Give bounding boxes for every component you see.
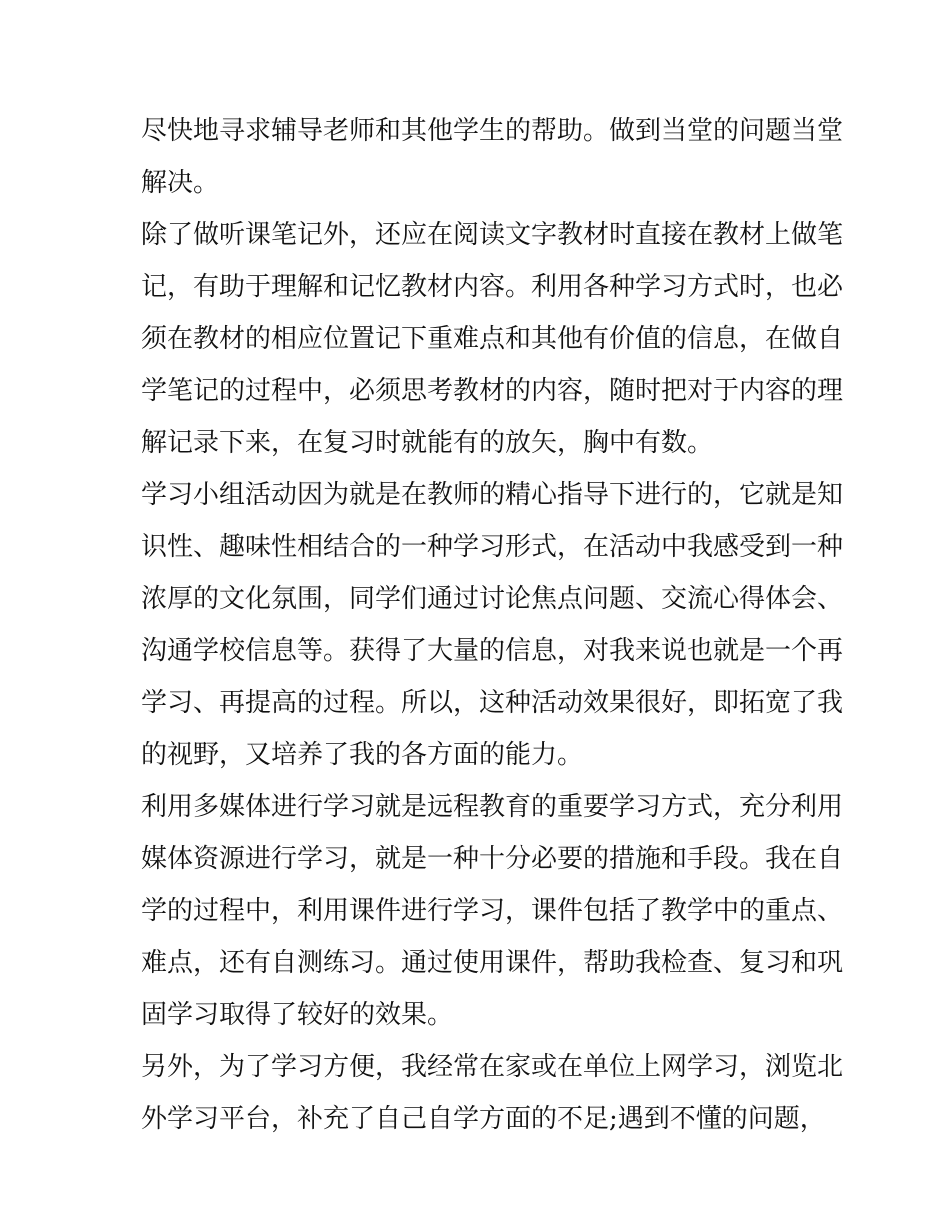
text-line: 外学习平台，补充了自己自学方面的不足;遇到不懂的问题， <box>141 1104 826 1134</box>
text-line: 利用多媒体进行学习就是远程教育的重要学习方式，充分利用 <box>141 792 844 822</box>
text-line: 学的过程中，利用课件进行学习，课件包括了教学中的重点、 <box>141 896 844 926</box>
text-line: 媒体资源进行学习，就是一种十分必要的措施和手段。我在自 <box>141 844 844 874</box>
text-line: 沟通学校信息等。获得了大量的信息，对我来说也就是一个再 <box>141 636 844 666</box>
text-line: 识性、趣味性相结合的一种学习形式，在活动中我感受到一种 <box>141 532 844 562</box>
body-text <box>141 105 844 1145</box>
text-line: 解记录下来，在复习时就能有的放矢，胸中有数。 <box>141 428 714 458</box>
text-line: 另外，为了学习方便，我经常在家或在单位上网学习，浏览北 <box>141 1052 844 1082</box>
text-line: 难点，还有自测练习。通过使用课件，帮助我检查、复习和巩 <box>141 948 844 978</box>
text-line: 的视野，又培养了我的各方面的能力。 <box>141 740 584 770</box>
text-line: 须在教材的相应位置记下重难点和其他有价值的信息，在做自 <box>141 324 844 354</box>
text-line: 学习、再提高的过程。所以，这种活动效果很好，即拓宽了我 <box>141 688 844 718</box>
text-line: 学习小组活动因为就是在教师的精心指导下进行的，它就是知 <box>141 480 844 510</box>
text-line: 记，有助于理解和记忆教材内容。利用各种学习方式时，也必 <box>141 272 844 302</box>
text-line: 尽快地寻求辅导老师和其他学生的帮助。做到当堂的问题当堂 <box>141 116 844 146</box>
text-line: 解决。 <box>141 168 220 198</box>
text-line: 固学习取得了较好的效果。 <box>141 1000 454 1030</box>
text-line: 除了做听课笔记外，还应在阅读文字教材时直接在教材上做笔 <box>141 220 844 250</box>
text-line: 学笔记的过程中，必须思考教材的内容，随时把对于内容的理 <box>141 376 844 406</box>
text-line: 浓厚的文化氛围，同学们通过讨论焦点问题、交流心得体会、 <box>141 584 844 614</box>
